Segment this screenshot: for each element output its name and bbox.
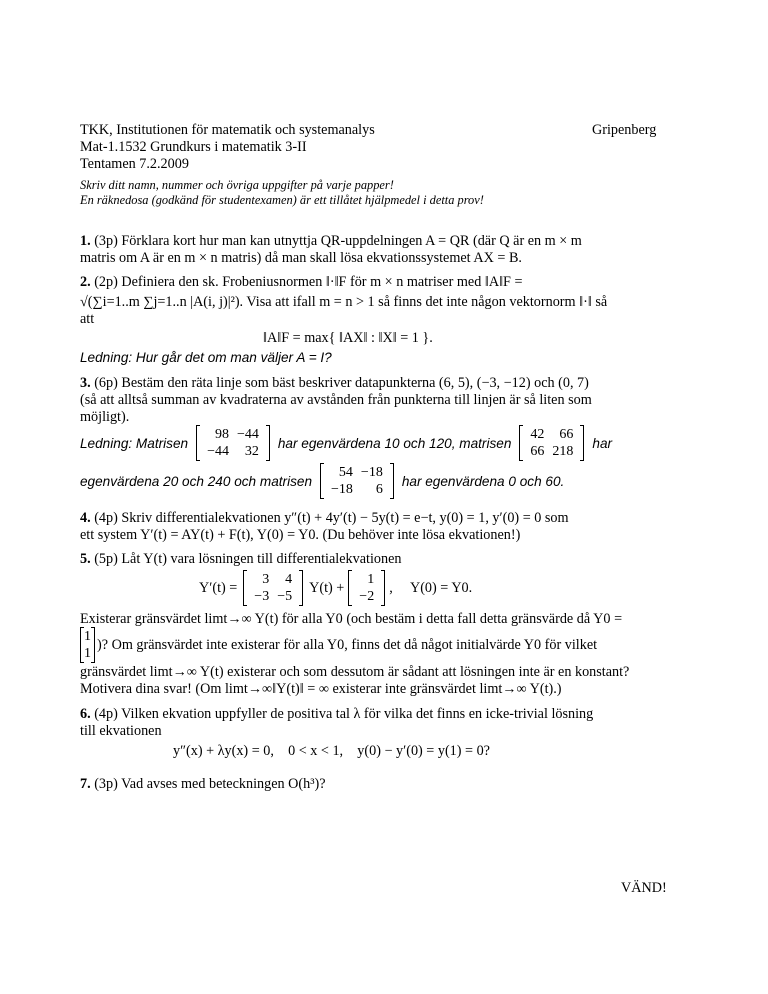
question-3 bbox=[80, 375, 589, 392]
hint-text: har bbox=[592, 435, 613, 451]
question-4 bbox=[80, 510, 569, 527]
question-3-hint-row1 bbox=[80, 426, 690, 460]
question-text: (4p) Skriv differentialekvationen y″(t) + 4y′(t) − 5y(t) = e−t, y(0) = 1, y′(0) = 0 som bbox=[94, 510, 569, 526]
vector-F bbox=[348, 571, 385, 605]
question-5-line4: gränsvärdet limt→∞ Y(t) existerar och som dessutom är sådant att lösningen inte är en konstant? bbox=[80, 664, 630, 680]
question-text: (3p) Förklara kort hur man kan utnyttja QR-uppdelningen A = QR (där Q är en m × m bbox=[94, 233, 582, 249]
matrix-cell: −3 bbox=[254, 589, 270, 604]
question-number: 4. bbox=[80, 510, 91, 526]
question-number: 2. bbox=[80, 274, 91, 290]
matrix-cell: 3 bbox=[262, 572, 270, 587]
question-6-formula: y″(x) + λy(x) = 0, 0 < x < 1, y(0) − y′(0) = y(1) = 0? bbox=[173, 743, 490, 759]
question-7 bbox=[80, 776, 326, 793]
question-text: (2p) Definiera den sk. Frobeniusnormen ‖·‖F för m × n matriser med ‖A‖F = bbox=[94, 274, 523, 290]
matrix-cell: 66 bbox=[530, 444, 545, 459]
question-6 bbox=[80, 706, 593, 723]
question-5 bbox=[80, 551, 401, 568]
matrix-cell: 54 bbox=[338, 465, 353, 480]
course-line: Mat-1.1532 Grundkurs i matematik 3-II bbox=[80, 139, 307, 155]
question-2-line2: √(∑i=1..m ∑j=1..n |A(i, j)|²). Visa att ifall m = n > 1 så finns det inte någon vektornorm ‖·‖ så bbox=[80, 294, 608, 310]
question-3-line3: möjligt). bbox=[80, 409, 130, 425]
question-6-line2: till ekvationen bbox=[80, 723, 162, 739]
question-number: 5. bbox=[80, 551, 91, 567]
instruction-2: En räknedosa (godkänd för studentexamen) är ett tillåtet hjälpmedel i detta prov! bbox=[80, 193, 484, 207]
question-2-line3: att bbox=[80, 311, 95, 327]
matrix-cell: −18 bbox=[331, 482, 353, 497]
matrix-cell: 6 bbox=[375, 482, 383, 497]
matrix-cell: −2 bbox=[359, 589, 375, 604]
matrix-cell: −44 bbox=[236, 427, 259, 442]
question-text: (5p) Låt Y(t) vara lösningen till differentialekvationen bbox=[94, 551, 402, 567]
question-number: 3. bbox=[80, 375, 91, 391]
matrix-cell: 66 bbox=[559, 427, 574, 442]
question-text: )? Om gränsvärdet inte existerar för alla Y0, finns det då något initialvärde Y0 för vilket bbox=[97, 636, 598, 653]
matrix-cell: 1 bbox=[367, 572, 375, 587]
author-name: Gripenberg bbox=[592, 122, 657, 138]
matrix-cell: 32 bbox=[244, 444, 259, 459]
institution-line: TKK, Institutionen för matematik och systemanalys bbox=[80, 122, 375, 138]
question-5-line5: Motivera dina svar! (Om limt→∞‖Y(t)‖ = ∞ existerar inte gränsvärdet limt→∞ Y(t).) bbox=[80, 681, 562, 697]
hint-text: Ledning: Matrisen bbox=[80, 435, 189, 451]
question-5-line2: Existerar gränsvärdet limt→∞ Y(t) för alla Y0 (och bestäm i detta fall detta gränsvärde då Y0 = bbox=[80, 611, 623, 627]
question-text: (6p) Bestäm den räta linje som bäst beskriver datapunkterna (6, 5), (−3, −12) och (0, 7) bbox=[94, 375, 589, 391]
matrix-cell: 42 bbox=[530, 427, 545, 442]
hint-text: egenvärdena 20 och 240 och matrisen bbox=[80, 473, 313, 489]
equation-rhs: , Y(0) = Y0. bbox=[389, 579, 473, 596]
question-number: 6. bbox=[80, 706, 91, 722]
initial-vector bbox=[80, 628, 95, 662]
question-text: (3p) Vad avses med beteckningen O(h³)? bbox=[94, 776, 326, 792]
question-1-cont: matris om A är en m × n matris) då man skall lösa ekvationssystemet AX = B. bbox=[80, 250, 522, 266]
equation-lhs: Y′(t) = bbox=[199, 579, 238, 596]
matrix-cell: 1 bbox=[84, 646, 91, 661]
hint-text: har egenvärdena 0 och 60. bbox=[401, 473, 565, 489]
matrix-A bbox=[243, 571, 303, 605]
matrix-cell: 4 bbox=[285, 572, 293, 587]
hint-text: har egenvärdena 10 och 120, matrisen bbox=[277, 435, 512, 451]
question-3-hint-row2 bbox=[80, 464, 564, 498]
question-5-line3 bbox=[80, 628, 597, 662]
exam-date-line: Tentamen 7.2.2009 bbox=[80, 156, 189, 172]
matrix-cell: −44 bbox=[207, 444, 229, 459]
matrix-1 bbox=[196, 426, 270, 460]
turn-page-note: VÄND! bbox=[621, 880, 667, 896]
question-5-equation bbox=[199, 571, 472, 605]
question-2-hint: Ledning: Hur går det om man väljer A = I? bbox=[80, 350, 332, 365]
matrix-cell: −18 bbox=[360, 465, 383, 480]
equation-mid: Y(t) + bbox=[309, 579, 345, 596]
matrix-cell: 1 bbox=[84, 629, 91, 644]
question-2 bbox=[80, 274, 523, 291]
question-number: 7. bbox=[80, 776, 91, 792]
question-3-line2: (så att alltså summan av kvadraterna av avstånden från punkterna till linjen är så liten som bbox=[80, 392, 592, 408]
instruction-1: Skriv ditt namn, nummer och övriga uppgifter på varje papper! bbox=[80, 178, 394, 192]
matrix-cell: 218 bbox=[552, 444, 574, 459]
matrix-cell: 98 bbox=[214, 427, 229, 442]
matrix-cell: −5 bbox=[277, 589, 293, 604]
question-text: (4p) Vilken ekvation uppfyller de positiva tal λ för vilka det finns en icke-trivial lösning bbox=[94, 706, 594, 722]
matrix-3 bbox=[320, 464, 394, 498]
matrix-2 bbox=[519, 426, 584, 460]
frobenius-formula: ‖A‖F = max{ ‖AX‖ : ‖X‖ = 1 }. bbox=[263, 330, 433, 346]
question-4-line2: ett system Y′(t) = AY(t) + F(t), Y(0) = Y0. (Du behöver inte lösa ekvationen!) bbox=[80, 527, 521, 543]
question-1 bbox=[80, 233, 690, 250]
question-number: 1. bbox=[80, 233, 91, 249]
